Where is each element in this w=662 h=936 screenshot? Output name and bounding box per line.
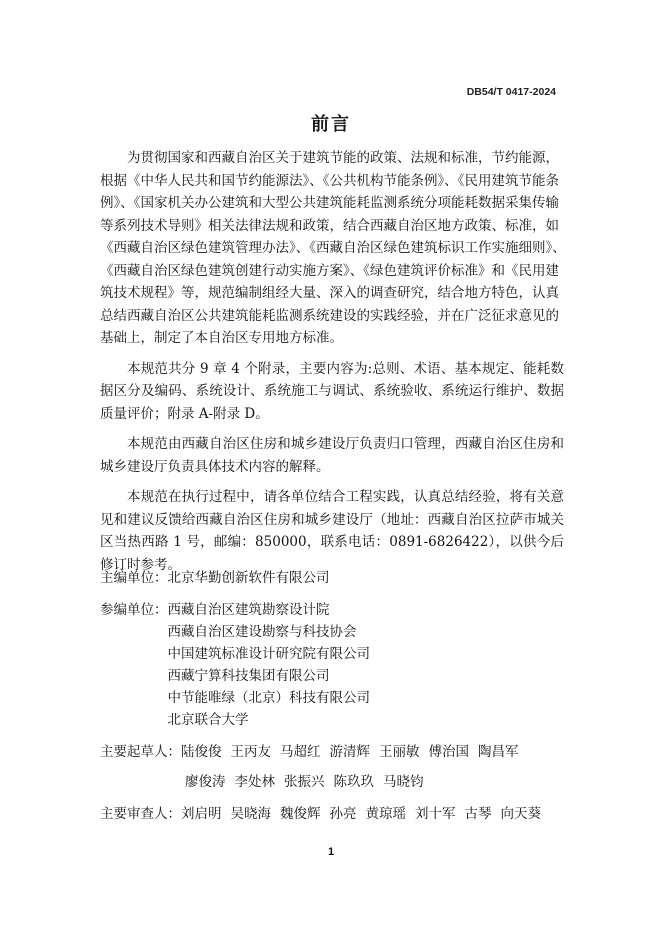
participating-unit: 北京联合大学: [167, 712, 249, 728]
reviewer-name: 吴晓海: [230, 806, 271, 822]
participating-unit: 西藏宁算科技集团有限公司: [167, 668, 330, 684]
paragraph-line: 例》、《国家机关办公建筑和大型公共建筑能耗监测系统分项能耗数据采集传输: [100, 195, 559, 211]
paragraph-line: 《西藏自治区绿色建筑创建行动实施方案》、《绿色建筑评价标准》和《民用建: [100, 262, 559, 279]
credits-block: [100, 567, 570, 825]
page-number: 1: [327, 846, 335, 858]
paragraph-feedback: 本规范在执行过程中，请各单位结合工程实践，认真总结经验，将有关意见和建议反馈给西藏自治区住房和城乡建设厅（地址：西藏自治区拉萨市城关区当热西路 1 号，邮编：850000，联系电话：0891-6826422），以供今后修订时参考。: [100, 489, 564, 573]
document-code: DB54/T 0417-2024: [466, 86, 556, 98]
paragraph-purpose: [100, 147, 564, 350]
drafters-label: 主要起草人：: [100, 744, 181, 760]
drafter-name: 廖俊涛: [185, 774, 226, 790]
paragraph-line: 筑技术规程》等，规范编制组经大量、深入的调查研究，结合地方特色，认真: [100, 285, 559, 301]
participating-unit: 西藏自治区建设勘察与科技协会: [167, 624, 357, 640]
paragraph-line: 为贯彻国家和西藏自治区关于建筑节能的政策、法规和标准，节约能源，: [127, 150, 559, 166]
reviewer-name: 向天葵: [500, 806, 541, 822]
drafter-name: 马晓钧: [383, 774, 424, 790]
reviewer-name: 孙亮: [329, 806, 357, 822]
paragraph-line: 根据《中华人民共和国节约能源法》、《公共机构节能条例》、《民用建筑节能条: [100, 172, 559, 189]
participating-units-label: 参编单位：: [100, 602, 168, 618]
drafters-list: [181, 741, 519, 793]
reviewers-list: [181, 803, 541, 825]
chief-unit-label: 主编单位：: [100, 570, 168, 586]
drafter-name: 王丽敏: [379, 744, 420, 760]
participating-unit: 中节能唯绿（北京）科技有限公司: [167, 690, 370, 706]
drafters-row: [100, 741, 570, 793]
drafter-name: 陆俊俊: [181, 744, 222, 760]
drafter-name: 王丙友: [230, 744, 271, 760]
participating-unit: 中国建筑标准设计研究院有限公司: [167, 646, 370, 662]
drafter-name: 陈玖玖: [333, 774, 374, 790]
page-title: 前言: [311, 114, 351, 135]
participating-unit: 西藏自治区建筑勘察设计院: [167, 602, 330, 618]
reviewer-name: 古琴: [464, 806, 492, 822]
paragraph-line: 基础上，制定了本自治区专用地方标准。: [100, 330, 343, 346]
drafter-name: 游清辉: [329, 744, 370, 760]
chief-unit-value: 北京华勤创新软件有限公司: [167, 570, 330, 586]
preface-body: [100, 147, 564, 584]
reviewer-name: 黄琼瑶: [365, 806, 406, 822]
participating-units-row: [100, 599, 570, 731]
paragraph-line: 等系列技术导则》相关法律法规和政策，结合西藏自治区地方政策、标准，如: [100, 217, 559, 234]
chief-unit-row: [100, 567, 570, 589]
paragraph-contents: 本规范共分 9 章 4 个附录，主要内容为:总则、术语、基本规定、能耗数据区分及编码、系统设计、系统施工与调试、系统验收、系统运行维护、数据质量评价；附录 A-附录 D。: [100, 360, 564, 422]
reviewer-name: 刘启明: [181, 806, 222, 822]
reviewers-label: 主要审查人：: [100, 806, 181, 822]
drafters-line-1: [181, 741, 519, 763]
drafter-name: 李处林: [234, 774, 275, 790]
drafter-name: 陶昌军: [478, 744, 519, 760]
drafter-name: 傅治国: [428, 744, 469, 760]
participating-units-list: [168, 599, 371, 731]
paragraph-line: 总结西藏自治区公共建筑能耗监测系统建设的实践经验，并在广泛征求意见的: [100, 307, 559, 324]
reviewer-name: 刘十军: [415, 806, 456, 822]
reviewer-name: 魏俊辉: [280, 806, 321, 822]
paragraph-administration: 本规范由西藏自治区住房和城乡建设厅负责归口管理，西藏自治区住房和城乡建设厅负责具体技术内容的解释。: [100, 436, 564, 475]
reviewers-row: [100, 803, 570, 825]
drafter-name: 张振兴: [284, 774, 325, 790]
paragraph-line: 《西藏自治区绿色建筑管理办法》、《西藏自治区绿色建筑标识工作实施细则》、: [100, 240, 566, 256]
drafters-line-2: [181, 771, 519, 793]
drafter-name: 马超红: [280, 744, 321, 760]
